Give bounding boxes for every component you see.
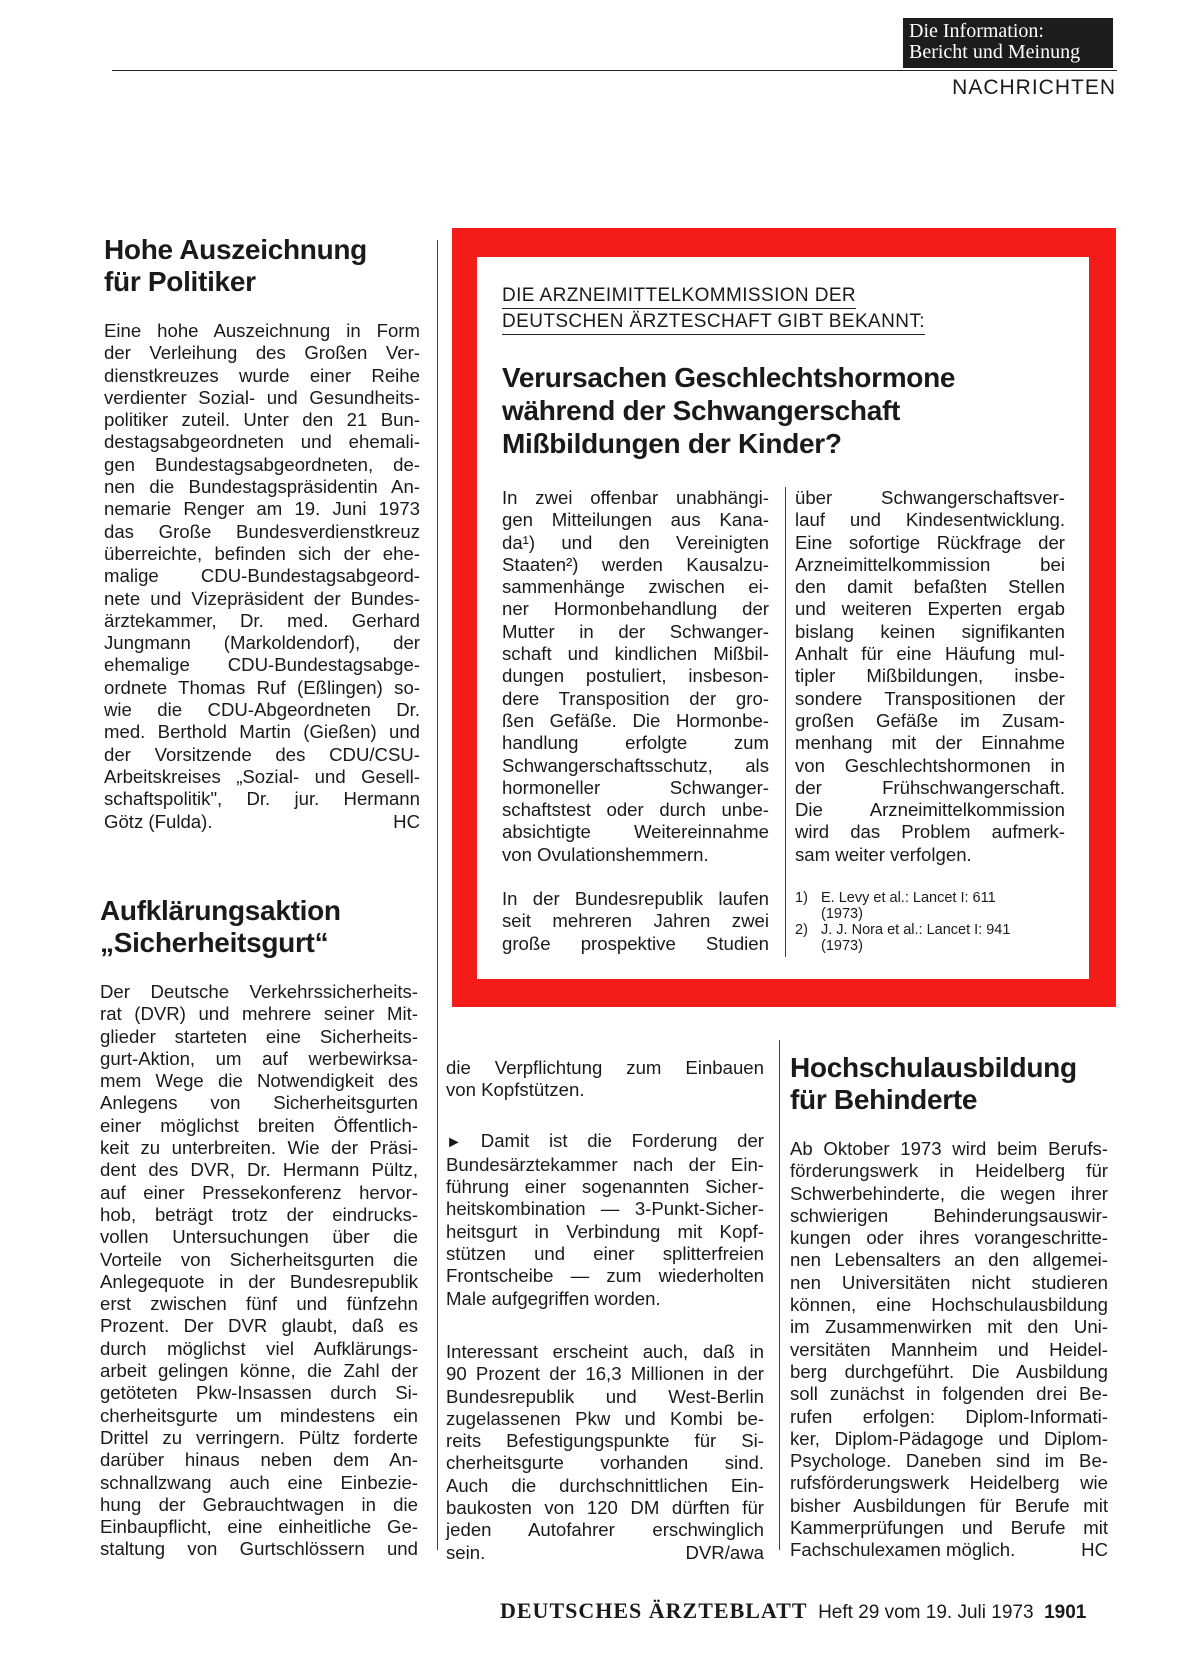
text-line: großen Gefäße im Zusam- [795,709,1065,731]
text-line: dungen postuliert, insbeson- [502,665,769,687]
article-end-line: Götz (Fulda). HC [104,810,420,832]
text-line: sondere Transpositionen der [795,687,1065,709]
article-title: Hohe Auszeichnung für Politiker [104,234,367,297]
text-line: baukosten von 120 DM dürften für [446,1497,764,1519]
category-label: NACHRICHTEN [952,76,1116,99]
article-title: Hochschulausbildung für Behinderte [790,1052,1077,1115]
text-line: menhang mit der Einnahme [795,732,1065,754]
issue-info: Heft 29 vom 19. Juli 1973 [818,1602,1034,1623]
text-line: stützen und einer splitterfreien [446,1243,764,1265]
text-line: handlung erfolgte zum [502,732,769,754]
text-line: über Schwangerschaftsver- [795,487,1065,508]
article-aufklaerungsaktion [100,895,418,1561]
text-line: Schwangerschaftsschutz, als [502,754,769,776]
author-signoff: HC [1081,1539,1108,1561]
text-line: berg durchgeführt. Die Ausbildung [790,1360,1108,1382]
text-line: keit zu unterbreiten. Wie der Präsi- [100,1137,418,1159]
text-line: Arbeitskreises „Sozial- und Gesell- [104,765,420,787]
text-line: ► Damit ist die Forderung der [446,1129,764,1151]
column-divider-left [437,240,438,1550]
text-line: lauf und Kindesentwicklung. [795,509,1065,531]
text-line: rat (DVR) und mehrere seiner Mit- [100,1003,418,1025]
text-line: auf einer Pressekonferenz hervor- [100,1181,418,1203]
article-title: Aufklärungsaktion „Sicherheitsgurt“ [100,895,341,958]
text-line: der Vorsitzende des CDU/CSU- [104,743,420,765]
text-line: gen Mitteilungen aus Kana- [502,509,769,531]
text-line: destagsabgeordneten und ehemali- [104,431,420,453]
section-tag-line1: Die Information: [909,20,1044,42]
text-line: ker, Diplom-Pädagoge und Diplom- [790,1427,1108,1449]
text-line: nen Lebensalters an den allgemei- [790,1249,1108,1271]
text-line: heitsgurt in Verbindung mit Kopf- [446,1220,764,1242]
footnote-2: 2) J. J. Nora et al.: Lancet I: 941 (1973) [795,922,1011,955]
article-end-line: Fachschulexamen möglich. HC [790,1539,1108,1561]
text-line: Ab Oktober 1973 wird beim Berufs- [790,1138,1108,1159]
text-line: jeden Autofahrer erschwinglich [446,1519,764,1541]
text-line: Einbaupflicht, eine einheitliche Ge- [100,1516,418,1538]
text-line: Eine sofortige Rückfrage der [795,531,1065,553]
text-line: da¹) und den Vereinigten [502,531,769,553]
text-line: nete und Vizepräsident der Bundes- [104,587,420,609]
text-line: die Verpflichtung zum Einbauen [446,1057,764,1078]
text-line: kungen oder ihres vorangeschritte- [790,1227,1108,1249]
text-line: gurt-Aktion, um auf werbewirksa- [100,1047,418,1069]
footnote-1: 1) E. Levy et al.: Lancet I: 611 (1973) [795,890,996,923]
text-line: cherheitsgurte vorhanden sind. [446,1452,764,1474]
text-line: Anlegens von Sicherheitsgurten [100,1092,418,1114]
section-tag-line2: Bericht und Meinung [909,41,1081,63]
announcement-headline: Verursachen Geschlechtshormone während der Schwangerschaft Mißbildungen der Kinder? [502,362,956,459]
text-line: Frontscheibe — zum wiederholten [446,1265,764,1287]
text-line: dienstkreuzes wurde einer Reihe [104,364,420,386]
text-line: Arzneimittelkommission bei [795,553,1065,575]
text-line: ehemalige CDU-Bundestagsabge- [104,654,420,676]
text-line: versitäten Mannheim und Heidel- [790,1338,1108,1360]
text-line: bislang keinen signifikanten [795,620,1065,642]
text-line: und weiteren Experten ergab [795,598,1065,620]
article-end-line: sein. DVR/awa [446,1541,764,1563]
text-line: Kammerprüfungen und Berufe mit [790,1517,1108,1539]
text-line: förderungswerk in Heidelberg für [790,1160,1108,1182]
text-line: Mutter in der Schwanger- [502,620,769,642]
text-line: 90 Prozent der 16,3 Millionen in der [446,1363,764,1385]
text-line: darüber hinaus neben dem An- [100,1449,418,1471]
text-line: Psychologe. Daneben sind im Be- [790,1450,1108,1472]
text-line: tipler Mißbildungen, insbe- [795,665,1065,687]
text-line: wird das Problem aufmerk- [795,821,1065,843]
article-aufklaerungsaktion-continued: die Verpflichtung zum Einbauen von Kopfstützen. ► Damit ist die Forderung der Bundesärztekammer nach der Ein- führung einer sogenannten Sicher- heitskombination — 3-Punkt-Sicher- heitsgurt in Verbindung mit Kopf- stützen und einer splitterfreien Frontscheibe — zum wiederholten Male aufgegriffen worden. Interessant erscheint auch, daß in 90 Prozent der 16,3 Millionen in der Bundesrepublik und West-Berlin zugelassenen Pkw und Kombi be- reits Befestigungspunkte für Si- cherheitsgurte vorhanden sind. Auch die durchschnittlichen Ein- baukosten von 120 DM dürften für jeden Autofahrer erschwinglich sein. DVR/awa [446,1057,764,1563]
article-hohe-auszeichnung [104,234,420,833]
text-line: Der Deutsche Verkehrssicherheits- [100,981,418,1002]
text-line: überreichte, befinden sich der ehe- [104,542,420,564]
text-line: bisher Ausbildungen für Berufe mit [790,1494,1108,1516]
footnotes [795,890,1065,954]
text-line: cherheitsgurte um mindestens ein [100,1404,418,1426]
announcement-box [477,257,1089,979]
text-line: getöteten Pkw-Insassen durch Si- [100,1382,418,1404]
text-line: Drittel zu verringern. Pültz forderte [100,1426,418,1448]
text-line: Prozent. Der DVR glaubt, daß es [100,1315,418,1337]
text-line: Jungmann (Markoldendorf), der [104,632,420,654]
text-line: dere Transposition der gro- [502,687,769,709]
text-line: hung der Gebrauchtwagen in die [100,1493,418,1515]
text-line: rufsförderungswerk Heidelberg wie [790,1472,1108,1494]
text-line: reits Befestigungspunkte für Si- [446,1430,764,1452]
article-body [104,320,420,811]
text-line: politiker zuteil. Unter den 21 Bun- [104,409,420,431]
text-line: durch möglichst viel Aufklärungs- [100,1337,418,1359]
text-line: schaftspolitik", Dr. jur. Hermann [104,788,420,810]
article-body [790,1138,1108,1539]
text-line: nen Universitäten nicht studieren [790,1271,1108,1293]
text-line: können, eine Hochschulausbildung [790,1294,1108,1316]
text-line: seit mehreren Jahren zwei [502,910,769,932]
text-line: dent des DVR, Dr. Hermann Pültz, [100,1159,418,1181]
text-line: malige CDU-Bundestagsabgeord- [104,565,420,587]
text-line: vollen Untersuchungen über die [100,1226,418,1248]
header-rule [112,70,1117,71]
page-footer [500,1598,1086,1624]
author-signoff: DVR/awa [685,1541,764,1563]
author-signoff: HC [393,810,420,832]
text-line: Eine hohe Auszeichnung in Form [104,320,420,341]
text-line: heitskombination — 3-Punkt-Sicher- [446,1198,764,1220]
text-line: große prospektive Studien [502,932,769,954]
text-line: hormoneller Schwanger- [502,776,769,798]
text-line: nemarie Renger am 19. Juni 1973 [104,498,420,520]
box-column-divider [785,487,786,957]
text-line: Anhalt für eine Häufung mul- [795,643,1065,665]
text-line: schwierigen Behinderungsauswir- [790,1204,1108,1226]
text-line: einer möglichst breiten Öffentlich- [100,1114,418,1136]
text-line: schnallzwang auch eine Einbezie- [100,1471,418,1493]
text-line: hob, beträgt trotz der eindrucks- [100,1203,418,1225]
text-line: sammenhänge zwischen ei- [502,576,769,598]
text-line: zugelassenen Pkw und Kombi be- [446,1407,764,1429]
article-body [100,981,418,1561]
text-line: ordnete Thomas Ruf (Eßlingen) so- [104,676,420,698]
bullet-icon: ► [446,1133,481,1151]
text-line: arbeit gelingen könne, die Zahl der [100,1360,418,1382]
text-line: ßen Gefäße. Die Hormonbe- [502,709,769,731]
text-line: erst zwischen fünf und fünfzehn [100,1293,418,1315]
text-line: ärztekammer, Dr. med. Gerhard [104,609,420,631]
announcement-left-column: In zwei offenbar unabhängi- gen Mitteilungen aus Kana- da¹) und den Vereinigten Staaten²) werden Kausalzu- sammenhänge zwischen ei- ner Hormonbehandlung der Mutter in der Schwanger- schaft und kindlichen Mißbil- dungen postuliert, insbeson- dere Transposition der gro- ßen Gefäße. Die Hormonbe- handlung erfolgte zum Schwangerschaftsschutz, als hormoneller Schwanger- schaftstest oder durch unbe- absichtigte Weitereinnahme von Ovulationshemmern. In der Bundesrepublik laufen seit mehreren Jahren zwei große prospektive Studien [502,487,769,954]
page-number: 1901 [1044,1602,1087,1623]
text-line: der Frühschwangerschaft. [795,776,1065,798]
text-line: Anlegequote in der Bundesrepublik [100,1270,418,1292]
magazine-name: DEUTSCHES ÄRZTEBLATT [500,1598,808,1623]
section-tag [903,18,1113,68]
text-line: wie die CDU-Abgeordneten Dr. [104,699,420,721]
announcement-right-column: über Schwangerschaftsver- lauf und Kindesentwicklung. Eine sofortige Rückfrage der Arzneimittelkommission bei den damit befaßten Stellen und weiteren Experten ergab bislang keinen signifikanten Anhalt für eine Häufung mul- tipler Mißbildungen, insbe- sondere Transpositionen der großen Gefäße im Zusam- menhang mit der Einnahme von Geschlechtshormonen in der Frühschwangerschaft. Die Arzneimittelkommission wird das Problem aufmerk- sam weiter verfolgen. 1) E. Levy et al.: Lancet I: 611 (1973) 2) J. J. Nora et al.: Lancet I: 941 (1973) [795,487,1065,955]
text-line: Interessant erscheint auch, daß in [446,1340,764,1362]
text-line: verdienter Sozial- und Gesundheits- [104,386,420,408]
text-line: schaft und kindlichen Mißbil- [502,643,769,665]
text-line: führung einer sogenannten Sicher- [446,1176,764,1198]
text-line: den damit befaßten Stellen [795,576,1065,598]
article-hochschulausbildung [790,1052,1108,1562]
announcement-kicker: DIE ARZNEIMITTELKOMMISSION DER DEUTSCHEN ÄRZTESCHAFT GIBT BEKANNT: [502,283,925,335]
text-line: ner Hormonbehandlung der [502,598,769,620]
text-line: im Zusammenwirken mit den Uni- [790,1316,1108,1338]
text-line: rufen erfolgen: Diplom-Informati- [790,1405,1108,1427]
text-line: med. Berthold Martin (Gießen) und [104,721,420,743]
text-line: Staaten²) werden Kausalzu- [502,553,769,575]
text-line: Auch die durchschnittlichen Ein- [446,1474,764,1496]
text-line: Vorteile von Sicherheitsgurten die [100,1248,418,1270]
text-line: glieder starteten eine Sicherheits- [100,1025,418,1047]
text-line: mem Wege die Notwendigkeit des [100,1070,418,1092]
text-line: Die Arzneimittelkommission [795,799,1065,821]
text-line: In zwei offenbar unabhängi- [502,487,769,508]
text-line: der Verleihung des Großen Ver- [104,342,420,364]
text-line: nen die Bundestagspräsidentin An- [104,476,420,498]
text-line: Schwerbehinderte, die wegen ihrer [790,1182,1108,1204]
text-line: In der Bundesrepublik laufen [502,888,769,910]
text-line: das Große Bundesverdienstkreuz [104,520,420,542]
text-line: staltung von Gurtschlössern und [100,1538,418,1560]
text-line: Bundesärztekammer nach der Ein- [446,1153,764,1175]
text-line: von Geschlechtshormonen in [795,754,1065,776]
text-line: schaftstest oder durch unbe- [502,799,769,821]
text-line: gen Bundestagsabgeordneten, de- [104,453,420,475]
text-line: absichtigte Weitereinnahme [502,821,769,843]
column-divider-right [779,1040,780,1550]
text-line: Bundesrepublik und West-Berlin [446,1385,764,1407]
text-line: soll zunächst in folgenden drei Be- [790,1383,1108,1405]
